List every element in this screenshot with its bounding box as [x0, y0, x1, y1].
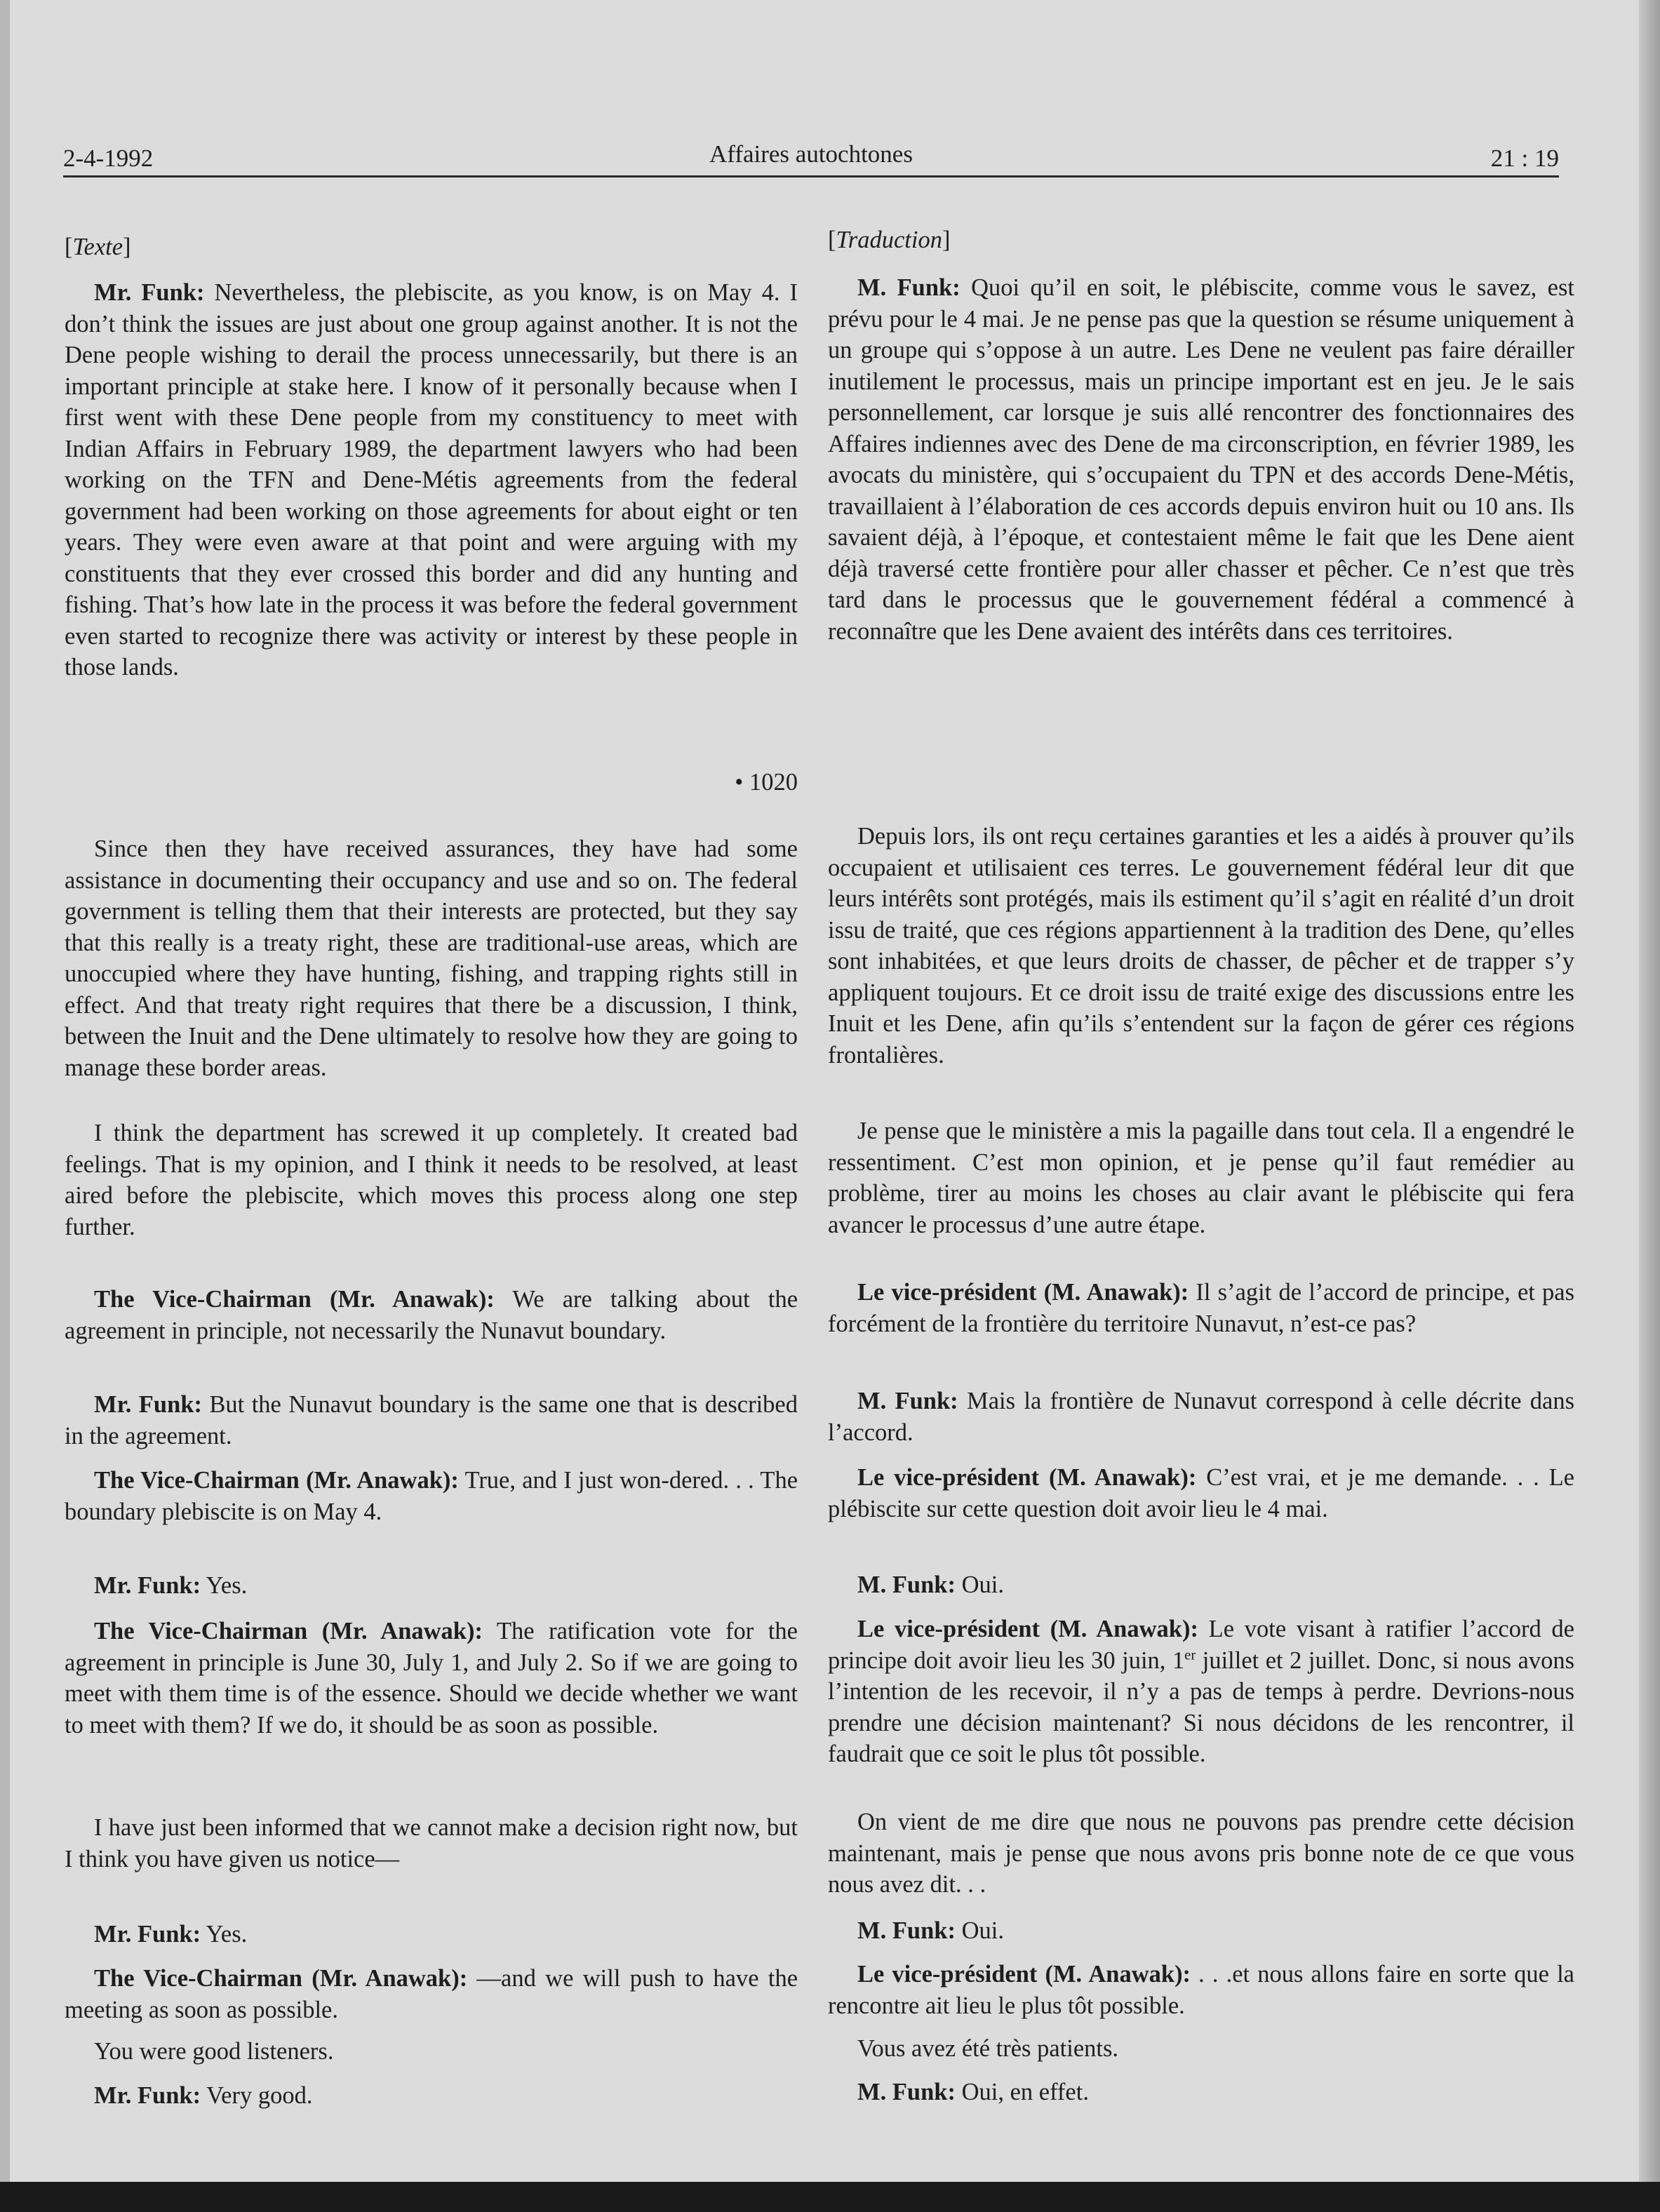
paragraph-text: —and we will push to have the meeting as soon as possible.	[65, 1965, 798, 2023]
paragraph	[828, 1915, 1574, 1947]
paragraph-text: Yes.	[201, 1572, 248, 1599]
speaker-name: M. Funk:	[857, 1571, 956, 1598]
speaker-name: Le vice-président (M. Anawak):	[857, 1961, 1191, 1988]
paragraph-text: I think the department has screwed it up completely. It created bad feelings. That is my opinion, and I think it needs to be resolved, at least aired before the plebiscite, which moves this process along one step further.	[65, 1120, 798, 1240]
paragraph	[828, 2033, 1574, 2065]
paragraph-text: Yes.	[201, 1921, 248, 1948]
paragraph-text: True, and I just won-dered. . . The boundary plebiscite is on May 4.	[65, 1467, 798, 1525]
scan-border	[0, 2182, 1660, 2212]
speaker-name: The Vice-Chairman (Mr. Anawak):	[94, 1286, 495, 1313]
section-tag: [Traduction]	[828, 227, 951, 253]
header-title: Affaires autochtones	[709, 140, 913, 168]
paragraph-text: Oui, en effet.	[955, 2079, 1089, 2105]
paragraph-text: juillet et 2 juillet. Donc, si nous avons l’intention de les recevoir, il n’y a pas de temps à perdre. Devrions-nous prendre une décision maintenant? Si nous décidons de les rencontrer, il faudrait que ce soit le plus tôt possible.	[828, 1647, 1574, 1767]
paragraph	[65, 1812, 798, 1875]
paragraph	[65, 1284, 798, 1346]
paragraph-text: The ratification vote for the agreement in principle is June 30, July 1, and July 2. So if we are going to meet with them time is of the essence. Should we decide whether we want to meet with them? If we do, it should be as soon as possible.	[65, 1618, 798, 1738]
paragraph-text: C’est vrai, et je me demande. . . Le plébiscite sur cette question doit avoir lieu le 4 mai.	[828, 1464, 1574, 1522]
paragraph	[65, 1570, 798, 1602]
speaker-name: M. Funk:	[857, 2079, 956, 2105]
speaker-name: M. Funk:	[857, 1917, 956, 1944]
paragraph-text: Nevertheless, the plebiscite, as you know, is on May 4. I don’t think the issues are just about one group against another. It is not the Dene people wishing to derail the process unnecessarily, but there is an important principle at stake here. I know of it personally because when I first went with these Dene people from my constituency to meet with Indian Affairs in February 1989, the department lawyers who had been working on the TFN and Dene-Métis agreements from the federal government had been working on those agreements for about eight or ten years. They were even aware at that point and were arguing with my constituents that they ever crossed this border and did any hunting and fishing. That’s how late in the process it was before the federal government even started to recognize there was activity or interest by these people in those lands.	[65, 279, 798, 681]
paragraph	[65, 277, 798, 683]
paragraph-text: Mais la frontière de Nunavut correspond à celle décrite dans l’accord.	[828, 1388, 1575, 1446]
paragraph	[828, 1462, 1574, 1524]
paragraph	[65, 1118, 798, 1242]
superscript: er	[1184, 1647, 1196, 1663]
paragraph-text: We are talking about the agreement in principle, not necessarily the Nunavut boundary.	[65, 1286, 798, 1344]
speaker-name: Le vice-président (M. Anawak):	[857, 1464, 1197, 1491]
paragraph	[65, 1389, 798, 1452]
paragraph-text: Quoi qu’il en soit, le plébiscite, comme vous le savez, est prévu pour le 4 mai. Je ne pense pas que la question se résume uniquement à un groupe qui s’oppose à un autre. Les Dene ne veulent pas faire dérailler inutilement le processus, mais un principe important est en jeu. Je le sais personnellement, car lorsque je suis allé rencontrer des fonctionnaires des Affaires indiennes avec des Dene de ma circonscription, en février 1989, les avocats du ministère, qui s’occupaient du TPN et des accords Dene-Métis, travaillaient à l’élaboration de ces accords depuis environ huit ou 10 ans. Ils savaient déjà, à l’époque, et contestaient même le fait que les Dene aient déjà traversé cette frontière pour aller chasser et pêcher. Ce n’est que très tard dans le processus que le gouvernement fédéral a commencé à reconnaître que les Dene avaient des intérêts dans ces territoires.	[828, 274, 1575, 645]
speaker-name: M. Funk:	[857, 1388, 958, 1414]
paragraph	[828, 1807, 1574, 1901]
speaker-name: The Vice-Chairman (Mr. Anawak):	[94, 1965, 468, 1992]
paragraph	[828, 1614, 1574, 1770]
paragraph-text: Je pense que le ministère a mis la pagaille dans tout cela. Il a engendré le ressentiment. C’est mon opinion, et je pense qu’il faut remédier au problème, tirer au moins les choses au clair avant le plébiscite qui fera avancer le processus d’une autre étape.	[828, 1118, 1574, 1238]
paragraph	[65, 1465, 798, 1527]
speaker-name: M. Funk:	[857, 274, 960, 301]
speaker-name: The Vice-Chairman (Mr. Anawak):	[94, 1618, 483, 1644]
paragraph-text: Oui.	[955, 1571, 1004, 1598]
speaker-name: Mr. Funk:	[94, 1391, 202, 1418]
paragraph	[828, 1115, 1574, 1240]
paragraph	[828, 821, 1574, 1071]
speaker-name: Mr. Funk:	[94, 1572, 201, 1599]
page-edge	[1639, 0, 1660, 2182]
paragraph-text: Oui.	[955, 1917, 1004, 1944]
time-mark: • 1020	[735, 769, 798, 796]
header-date: 2-4-1992	[63, 145, 154, 172]
paragraph-text: Le vote visant à ratifier l’accord de principe doit avoir lieu les 30 juin, 1	[828, 1616, 1574, 1674]
paragraph-text: I have just been informed that we cannot make a decision right now, but I think you have given us notice—	[65, 1814, 798, 1872]
paragraph	[65, 1963, 798, 2025]
speaker-name: Le vice-président (M. Anawak):	[857, 1279, 1189, 1306]
section-tag: [Texte]	[65, 234, 131, 260]
speaker-name: Mr. Funk:	[94, 1921, 201, 1948]
speaker-name: Mr. Funk:	[94, 279, 205, 306]
speaker-name: The Vice-Chairman (Mr. Anawak):	[94, 1467, 459, 1494]
paragraph	[828, 1386, 1574, 1448]
speaker-name: Mr. Funk:	[94, 2082, 201, 2109]
paragraph-text: You were good listeners.	[94, 2038, 334, 2065]
paragraph	[828, 1277, 1574, 1339]
speaker-name: Le vice-président (M. Anawak):	[857, 1616, 1198, 1642]
paragraph-text: But the Nunavut boundary is the same one that is described in the agreement.	[65, 1391, 798, 1449]
paragraph	[828, 272, 1574, 647]
paragraph-text: . . .et nous allons faire en sorte que la rencontre ait lieu le plus tôt possible.	[828, 1961, 1574, 2019]
paragraph	[65, 833, 798, 1083]
paragraph-text: Very good.	[201, 2082, 313, 2109]
paragraph	[828, 1959, 1574, 2021]
page-header	[63, 139, 1559, 177]
paragraph-text: Depuis lors, ils ont reçu certaines garanties et les a aidés à prouver qu’ils occupaient et utilisaient ces terres. Le gouvernement fédéral leur dit que leurs intérêts sont protégés, mais ils estiment qu’il s’agit en réalité d’un droit issu de traité, que ces régions appartiennent à la tradition des Dene, qu’elles sont inhabitées, et que leurs droits de chasser, de pêcher et de trapper s’y appliquent toujours. Et ce droit issu de traité exige des discussions entre les Inuit et les Dene, afin qu’ils s’entendent sur la façon de gérer ces régions frontalières.	[828, 823, 1574, 1068]
paragraph-text: On vient de me dire que nous ne pouvons pas prendre cette décision maintenant, mais je pense que nous avons pris bonne note de ce que vous nous avez dit. . .	[828, 1809, 1574, 1898]
paragraph-text: Since then they have received assurances, they have had some assistance in documenting their occupancy and use and so on. The federal government is telling them that their interests are protected, but they say that this really is a treaty right, these are traditional-use areas, which are unoccupied where they have hunting, fishing, and trapping rights still in effect. And that treaty right requires that there be a discussion, I think, between the Inuit and the Dene ultimately to resolve how they are going to manage these border areas.	[65, 836, 798, 1081]
paragraph	[65, 1616, 798, 1741]
paragraph	[828, 1569, 1574, 1601]
paragraph	[65, 2080, 798, 2112]
header-page-number: 21 : 19	[1490, 145, 1559, 172]
paragraph	[65, 2036, 798, 2067]
paragraph-text: Il s’agit de l’accord de principe, et pas forcément de la frontière du territoire Nunavut, n’est-ce pas?	[828, 1279, 1574, 1337]
paragraph-text: Vous avez été très patients.	[857, 2035, 1119, 2062]
paragraph	[65, 1919, 798, 1950]
paragraph	[828, 2077, 1574, 2108]
